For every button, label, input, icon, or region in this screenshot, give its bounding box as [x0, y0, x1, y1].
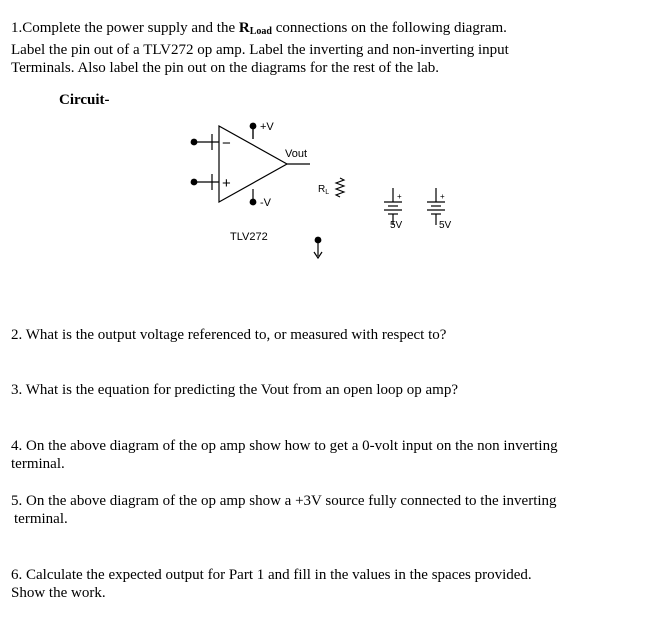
question-5-line-2: terminal. [14, 511, 68, 527]
noninverting-input-terminal [191, 179, 198, 186]
ground-terminal [315, 237, 322, 244]
question-4-line-1: 4. On the above diagram of the op amp show how to get a 0-volt input on the non inverting [11, 438, 558, 454]
battery-1-plus: + [397, 192, 402, 201]
rload-label: $R_{Load}$ [238, 20, 272, 37]
question-1-line-1: 1.Complete the power supply and the $R_{Load}$ connections on the following diagram. [11, 20, 507, 37]
battery-1-label: 5V [390, 220, 403, 231]
question-5-line-1: 5. On the above diagram of the op amp show a +3V source fully connected to the inverting [11, 493, 557, 509]
question-5 [11, 492, 641, 528]
question-3: 3. What is the equation for predicting the Vout from an open loop op amp? [11, 382, 458, 398]
question-6-line-2: Show the work. [11, 585, 106, 601]
question-1-line-3: Terminals. Also label the pin out on the diagrams for the rest of the lab. [11, 60, 440, 76]
inverting-input-terminal [191, 139, 198, 146]
question-6-line-1: 6. Calculate the expected output for Part 1 and fill in the values in the spaces provided. [11, 567, 532, 583]
inverting-sign: − [222, 135, 231, 152]
rl-label: $R_L$ [318, 184, 330, 196]
question-6 [11, 566, 641, 602]
question-2: 2. What is the output voltage referenced to, or measured with respect to? [11, 327, 447, 343]
noninverting-sign: + [222, 175, 231, 192]
negative-supply-terminal [250, 199, 257, 206]
question-4 [11, 437, 641, 473]
positive-supply-terminal [250, 123, 257, 130]
load-resistor [336, 178, 344, 197]
circuit-heading: Circuit- [59, 92, 110, 108]
question-4-line-2: terminal. [11, 456, 65, 472]
chip-label: TLV272 [230, 231, 268, 243]
positive-supply-label: +V [260, 121, 274, 133]
output-label: Vout [285, 148, 308, 160]
battery-2-label: 5V [439, 220, 452, 231]
question-1-line-2: Label the pin out of a TLV272 op amp. Label the inverting and non-inverting input [11, 42, 509, 58]
negative-supply-label: -V [260, 197, 271, 209]
battery-2-plus: + [440, 192, 445, 201]
